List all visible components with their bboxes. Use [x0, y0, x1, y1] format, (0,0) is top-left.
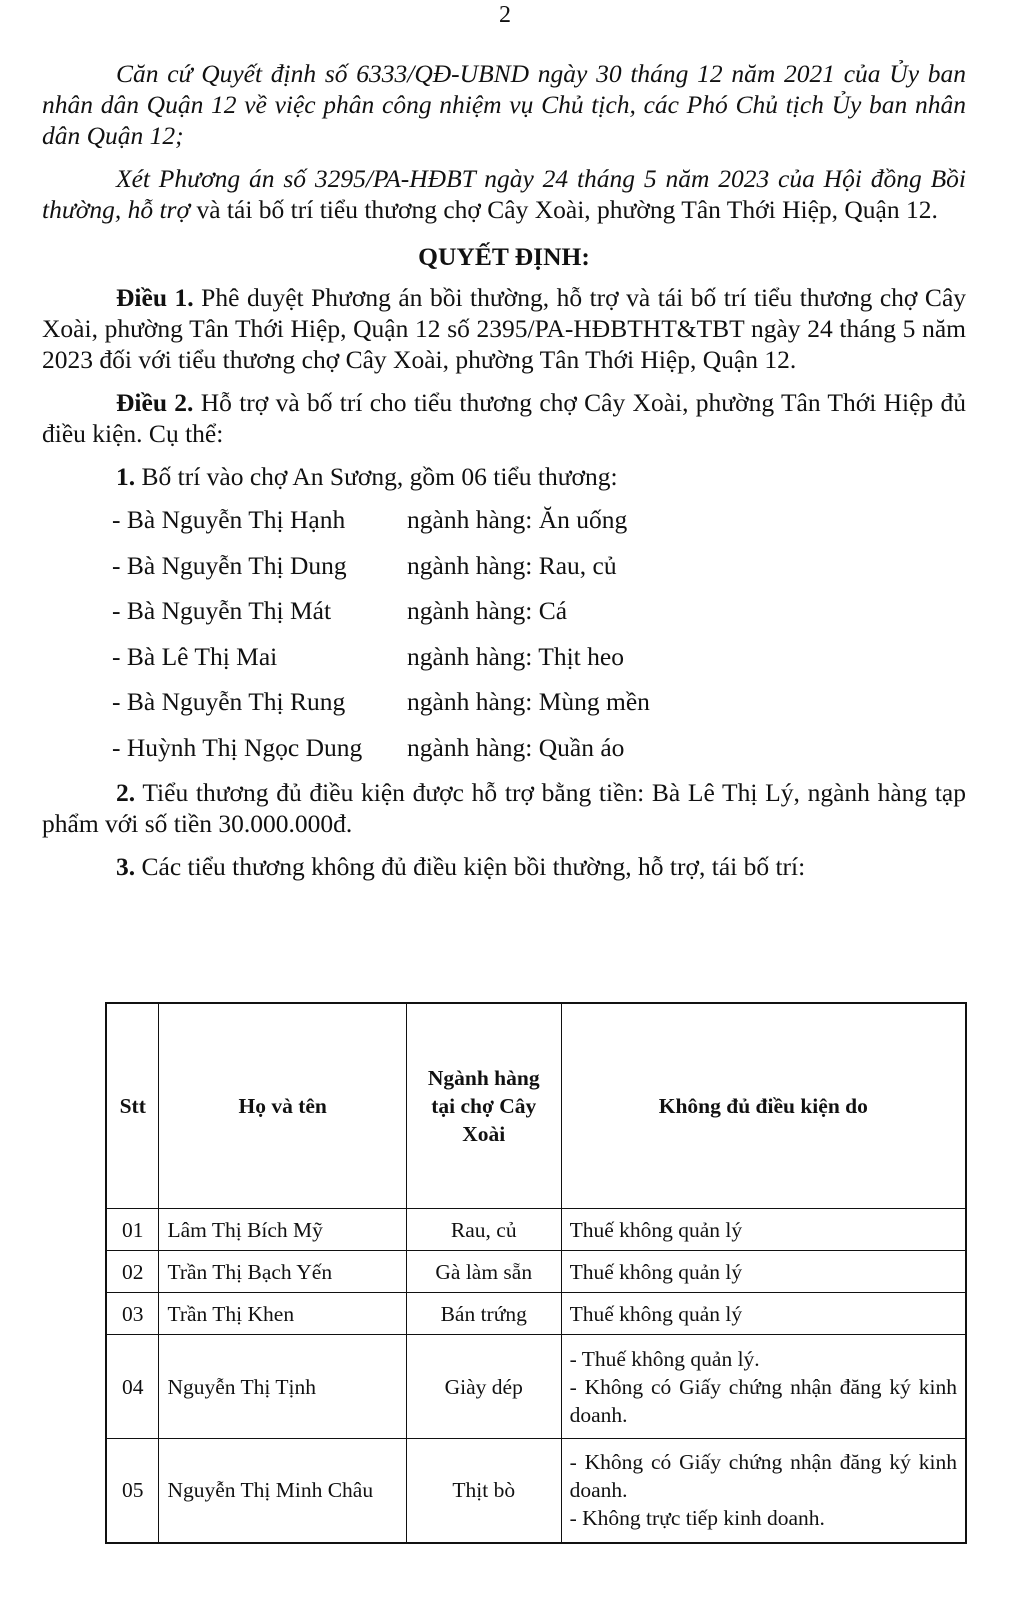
table-row — [106, 1335, 966, 1439]
ineligible-merchants-table — [105, 1002, 967, 1544]
row-trade: Gà làm sẵn — [406, 1251, 561, 1293]
table-row — [106, 1209, 966, 1251]
merchant-name: - Huỳnh Thị Ngọc Dung — [112, 732, 363, 762]
merchant-trade: ngành hàng: Cá — [407, 596, 568, 625]
article-1-label: Điều 1. — [116, 283, 194, 312]
merchant-item — [112, 732, 966, 778]
consideration-plain-text: và tái bố trí tiểu thương chợ Cây Xoài, phường Tân Thới Hiệp, Quận 12. — [190, 195, 938, 224]
table-row — [106, 1293, 966, 1335]
merchant-item — [112, 686, 966, 732]
header-stt: Stt — [106, 1003, 159, 1209]
article-2-label: Điều 2. — [116, 388, 194, 417]
reason-line: - Không trực tiếp kinh doanh. — [569, 1506, 825, 1531]
row-reason — [561, 1335, 966, 1439]
merchant-trade: ngành hàng: Rau, củ — [407, 550, 617, 580]
consideration-paragraph — [42, 163, 966, 225]
table-row — [106, 1439, 966, 1543]
row-trade: Thịt bò — [406, 1439, 561, 1543]
reason-line: Thuế không quản lý — [569, 1259, 743, 1284]
article-1 — [42, 282, 966, 375]
merchant-item — [112, 641, 966, 687]
merchant-name: - Bà Lê Thị Mai — [112, 641, 278, 671]
item-3-number: 3. — [116, 852, 136, 881]
merchant-trade: ngành hàng: Mùng mền — [407, 687, 650, 716]
decision-heading: QUYẾT ĐỊNH: — [418, 242, 590, 271]
legal-basis-paragraph: Căn cứ Quyết định số 6333/QĐ-UBND ngày 30 tháng 12 năm 2021 của Ủy ban nhân dân Quận 12 về việc phân công nhiệm vụ Chủ tịch, các Phó Chủ tịch Ủy ban nhân dân Quận 12; — [42, 59, 966, 150]
reason-line: - Không có Giấy chứng nhận đăng ký kinh doanh. — [569, 1450, 957, 1503]
merchant-name: - Bà Nguyễn Thị Dung — [112, 550, 347, 580]
row-stt: 03 — [106, 1293, 159, 1335]
row-name: Trần Thị Khen — [159, 1293, 406, 1335]
document-body — [42, 58, 966, 894]
reason-line: Thuế không quản lý — [569, 1217, 743, 1242]
reason-line: - Thuế không quản lý. — [569, 1346, 760, 1371]
merchant-trade: ngành hàng: Thịt heo — [407, 641, 624, 671]
row-reason — [561, 1293, 966, 1335]
item-1-text: Bố trí vào chợ An Sương, gồm 06 tiểu thương: — [135, 462, 618, 491]
merchant-item — [112, 504, 966, 550]
article-2 — [42, 387, 966, 449]
article-1-text: Phê duyệt Phương án bồi thường, hỗ trợ và tái bố trí tiểu thương chợ Cây Xoài, phường Tân Thới Hiệp, Quận 12 số 2395/PA-HĐBTHT&TBT ngày 24 tháng 5 năm 2023 đối với tiểu thương chợ Cây Xoài, phường Tân Thới Hiệp, Quận 12. — [42, 283, 967, 374]
item-1 — [42, 461, 966, 492]
item-2-text: Tiểu thương đủ điều kiện được hỗ trợ bằng tiền: Bà Lê Thị Lý, ngành hàng tạp phẩm với số tiền 30.000.000đ. — [42, 778, 966, 838]
merchant-trade: ngành hàng: Ăn uống — [407, 505, 628, 534]
header-trade: Ngành hàng tại chợ Cây Xoài — [406, 1003, 561, 1209]
row-trade: Giày dép — [406, 1335, 561, 1439]
item-1-number: 1. — [116, 462, 136, 491]
page-number: 2 — [499, 2, 511, 28]
merchant-trade: ngành hàng: Quần áo — [407, 732, 625, 762]
row-name: Lâm Thị Bích Mỹ — [159, 1209, 406, 1251]
item-3 — [42, 851, 966, 882]
merchant-list — [112, 504, 966, 777]
row-reason — [561, 1251, 966, 1293]
table-row — [106, 1251, 966, 1293]
item-2 — [42, 777, 966, 839]
row-reason — [561, 1209, 966, 1251]
header-name: Họ và tên — [159, 1003, 406, 1209]
row-stt: 05 — [106, 1439, 159, 1543]
merchant-name: - Bà Nguyễn Thị Hạnh — [112, 505, 346, 534]
row-stt: 02 — [106, 1251, 159, 1293]
reason-line: Thuế không quản lý — [569, 1301, 743, 1326]
row-stt: 04 — [106, 1335, 159, 1439]
row-trade: Bán trứng — [406, 1293, 561, 1335]
item-3-text: Các tiểu thương không đủ điều kiện bồi thường, hỗ trợ, tái bố trí: — [135, 852, 806, 881]
table-header-row — [106, 1003, 966, 1209]
merchant-item — [112, 550, 966, 596]
row-reason — [561, 1439, 966, 1543]
merchant-name: - Bà Nguyễn Thị Mát — [112, 596, 332, 625]
row-name: Nguyễn Thị Minh Châu — [159, 1439, 406, 1543]
header-reason: Không đủ điều kiện do — [561, 1003, 966, 1209]
row-name: Trần Thị Bạch Yến — [159, 1251, 406, 1293]
article-2-text: Hỗ trợ và bố trí cho tiểu thương chợ Cây Xoài, phường Tân Thới Hiệp đủ điều kiện. Cụ thể: — [42, 388, 967, 448]
consideration-italic-text: Xét Phương án số 3295/PA-HĐBT ngày 24 tháng 5 năm 2023 của Hội đồng Bồi thường, hỗ trợ — [42, 164, 966, 224]
reason-line: - Không có Giấy chứng nhận đăng ký kinh doanh. — [569, 1374, 957, 1427]
row-stt: 01 — [106, 1209, 159, 1251]
merchant-item — [112, 595, 966, 641]
row-trade: Rau, củ — [406, 1209, 561, 1251]
item-2-number: 2. — [116, 778, 136, 807]
merchant-name: - Bà Nguyễn Thị Rung — [112, 687, 346, 716]
row-name: Nguyễn Thị Tịnh — [159, 1335, 406, 1439]
